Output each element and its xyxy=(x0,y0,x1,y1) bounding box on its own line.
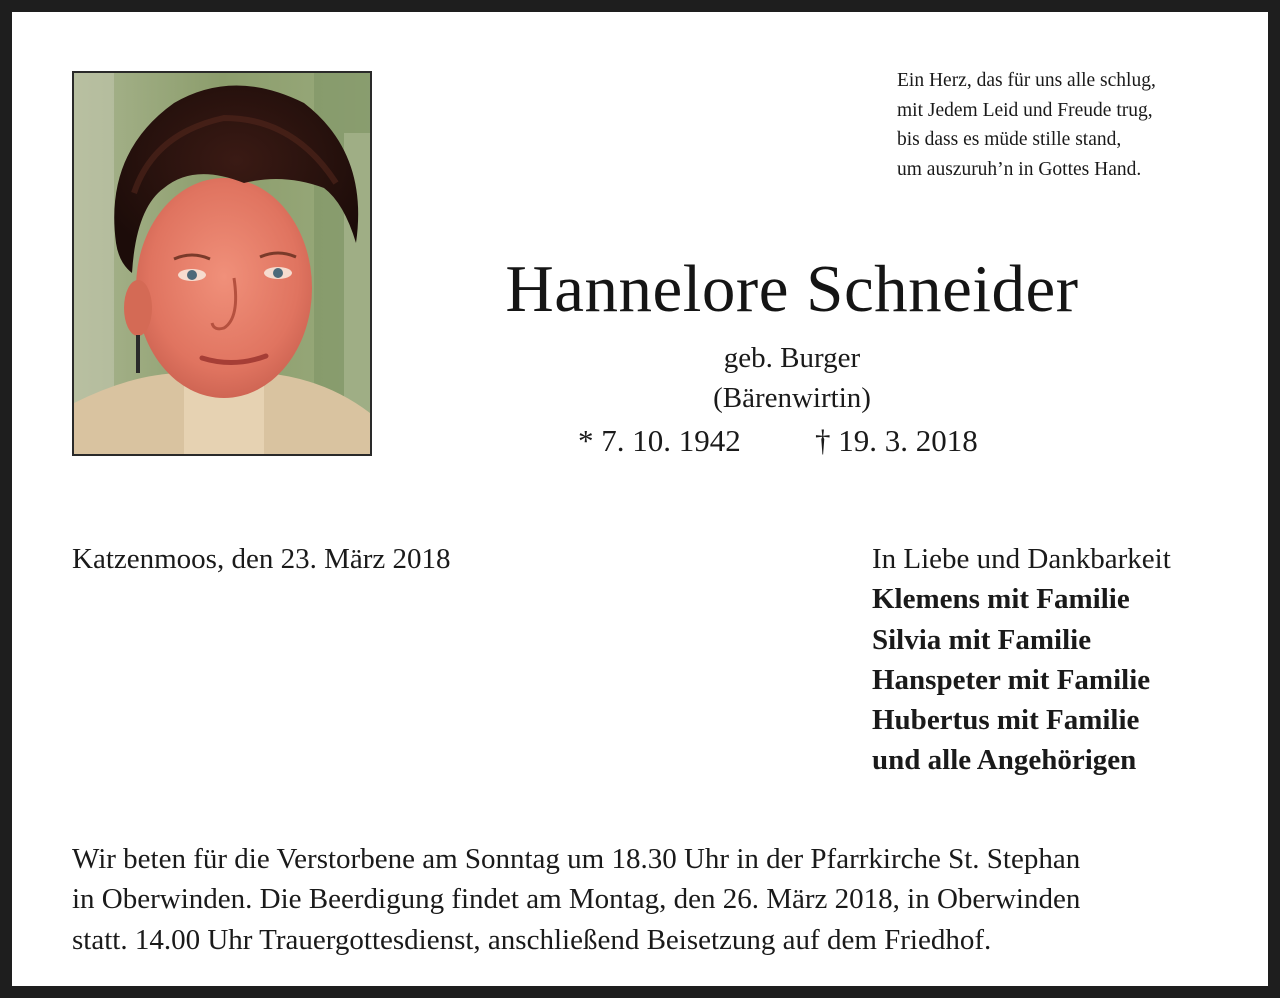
announcement-line: statt. 14.00 Uhr Trauergottesdienst, anschließend Beisetzung auf dem Friedhof. xyxy=(72,923,992,956)
signature-name: Hubertus mit Familie xyxy=(872,704,1140,737)
nickname: (Bärenwirtin) xyxy=(713,382,871,414)
announcement-line: Wir beten für die Verstorbene am Sonntag um 18.30 Uhr in der Pfarrkirche St. Stephan xyxy=(72,843,1081,875)
death-date: † 19. 3. 2018 xyxy=(815,423,978,458)
signature-name: Hanspeter mit Familie xyxy=(872,663,1151,696)
poem-line: mit Jedem Leid und Freude trug, xyxy=(897,99,1153,121)
birth-name: geb. Burger xyxy=(723,342,861,374)
signature-name: Silvia mit Familie xyxy=(872,623,1092,656)
poem-line: Ein Herz, das für uns alle schlug, xyxy=(897,70,1156,91)
poem xyxy=(897,66,1257,184)
poem-line: bis dass es müde stille stand, xyxy=(897,129,1122,151)
poem-line: um auszuruh’n in Gottes Hand. xyxy=(897,158,1142,180)
portrait-illustration xyxy=(74,73,370,454)
signature-name: Klemens mit Familie xyxy=(872,583,1130,616)
deceased-name: Hannelore Schneider xyxy=(505,252,1079,326)
funeral-announcement xyxy=(72,839,1252,960)
birth-date: * 7. 10. 1942 xyxy=(578,423,741,458)
signatures xyxy=(872,539,1171,781)
signatures-intro: In Liebe und Dankbarkeit xyxy=(872,543,1171,575)
announcement-line: in Oberwinden. Die Beerdigung findet am Montag, den 26. März 2018, in Oberwinden xyxy=(72,883,1081,916)
signature-name: und alle Angehörigen xyxy=(872,744,1137,777)
place-and-date: Katzenmoos, den 23. März 2018 xyxy=(72,543,451,575)
portrait-photo xyxy=(72,71,372,456)
